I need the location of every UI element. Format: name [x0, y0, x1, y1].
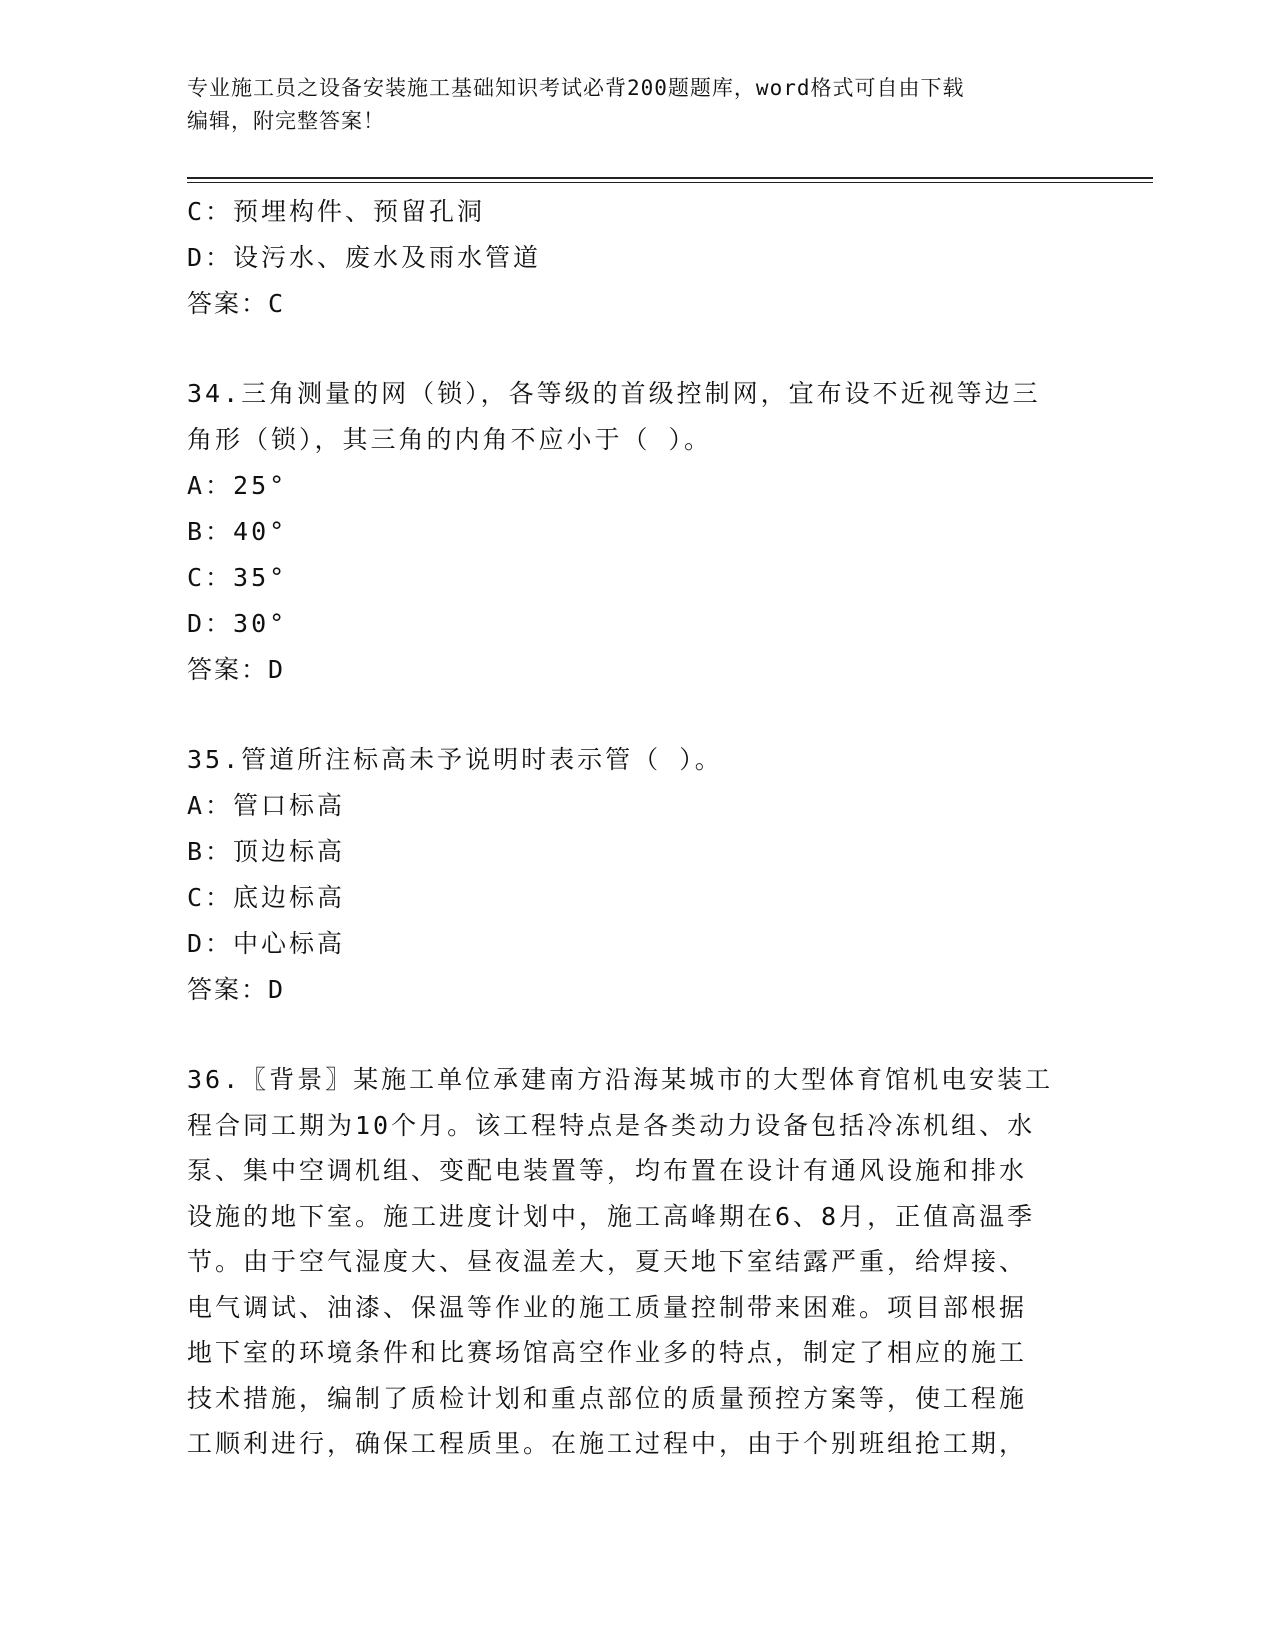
- question-stem-line: 技术措施，编制了质检计划和重点部位的质量预控方案等，使工程施: [187, 1383, 1028, 1413]
- answer-line: 答案：D: [187, 655, 286, 684]
- answer-line: 答案：D: [187, 975, 286, 1004]
- option-d: D：中心标高: [187, 929, 346, 958]
- option-b: B：40°: [187, 517, 288, 546]
- option-d: D：设污水、废水及雨水管道: [187, 243, 542, 272]
- question-stem-line: 泵、集中空调机组、变配电装置等，均布置在设计有通风设施和排水: [187, 1156, 1028, 1185]
- answer-line: 答案：C: [187, 289, 286, 318]
- question-spacer: [187, 1013, 1087, 1057]
- question-stem-line: 角形（锁），其三角的内角不应小于（ ）。: [187, 425, 713, 454]
- question-36: [187, 1057, 1087, 1467]
- question-35: [187, 737, 1087, 1013]
- question-stem-line: 电气调试、油漆、保温等作业的施工质量控制带来困难。项目部根据: [187, 1292, 1028, 1322]
- question-spacer: [187, 693, 1087, 737]
- header-line-1: 专业施工员之设备安装施工基础知识考试必背200题题库，word格式可自由下载: [187, 76, 965, 100]
- question-33-continued: [187, 189, 1087, 327]
- question-stem-line: 36.〖背景〗某施工单位承建南方沿海某城市的大型体育馆机电安装工: [187, 1065, 1054, 1094]
- option-b: B：顶边标高: [187, 837, 346, 866]
- option-d: D：30°: [187, 609, 288, 638]
- question-stem-line: 设施的地下室。施工进度计划中，施工高峰期在6、8月，正值高温季: [187, 1201, 1036, 1231]
- option-c: C：35°: [187, 563, 288, 592]
- document-header: [187, 72, 1087, 138]
- option-a: A：管口标高: [187, 791, 346, 820]
- question-stem-line: 35.管道所注标高未予说明时表示管（ ）。: [187, 745, 723, 774]
- document-body: [187, 189, 1087, 1467]
- question-spacer: [187, 327, 1087, 371]
- header-divider-thick: [187, 177, 1153, 179]
- header-line-2: 编辑，附完整答案！: [187, 109, 385, 133]
- question-stem-line: 34.三角测量的网（锁），各等级的首级控制网，宜布设不近视等边三: [187, 379, 1041, 408]
- question-stem-line: 工顺利进行，确保工程质里。在施工过程中，由于个别班组抢工期，: [187, 1429, 1028, 1458]
- option-c: C：底边标高: [187, 883, 346, 912]
- option-a: A：25°: [187, 471, 288, 500]
- question-stem-line: 节。由于空气湿度大、昼夜温差大，夏天地下室结露严重，给焊接、: [187, 1247, 1028, 1276]
- question-stem-line: 地下室的环境条件和比赛场馆高空作业多的特点，制定了相应的施工: [187, 1338, 1028, 1367]
- question-34: [187, 371, 1087, 693]
- header-divider-thin: [187, 182, 1153, 183]
- option-c: C：预埋构件、预留孔洞: [187, 197, 486, 226]
- question-stem-line: 程合同工期为10个月。该工程特点是各类动力设备包括冷冻机组、水: [187, 1110, 1036, 1140]
